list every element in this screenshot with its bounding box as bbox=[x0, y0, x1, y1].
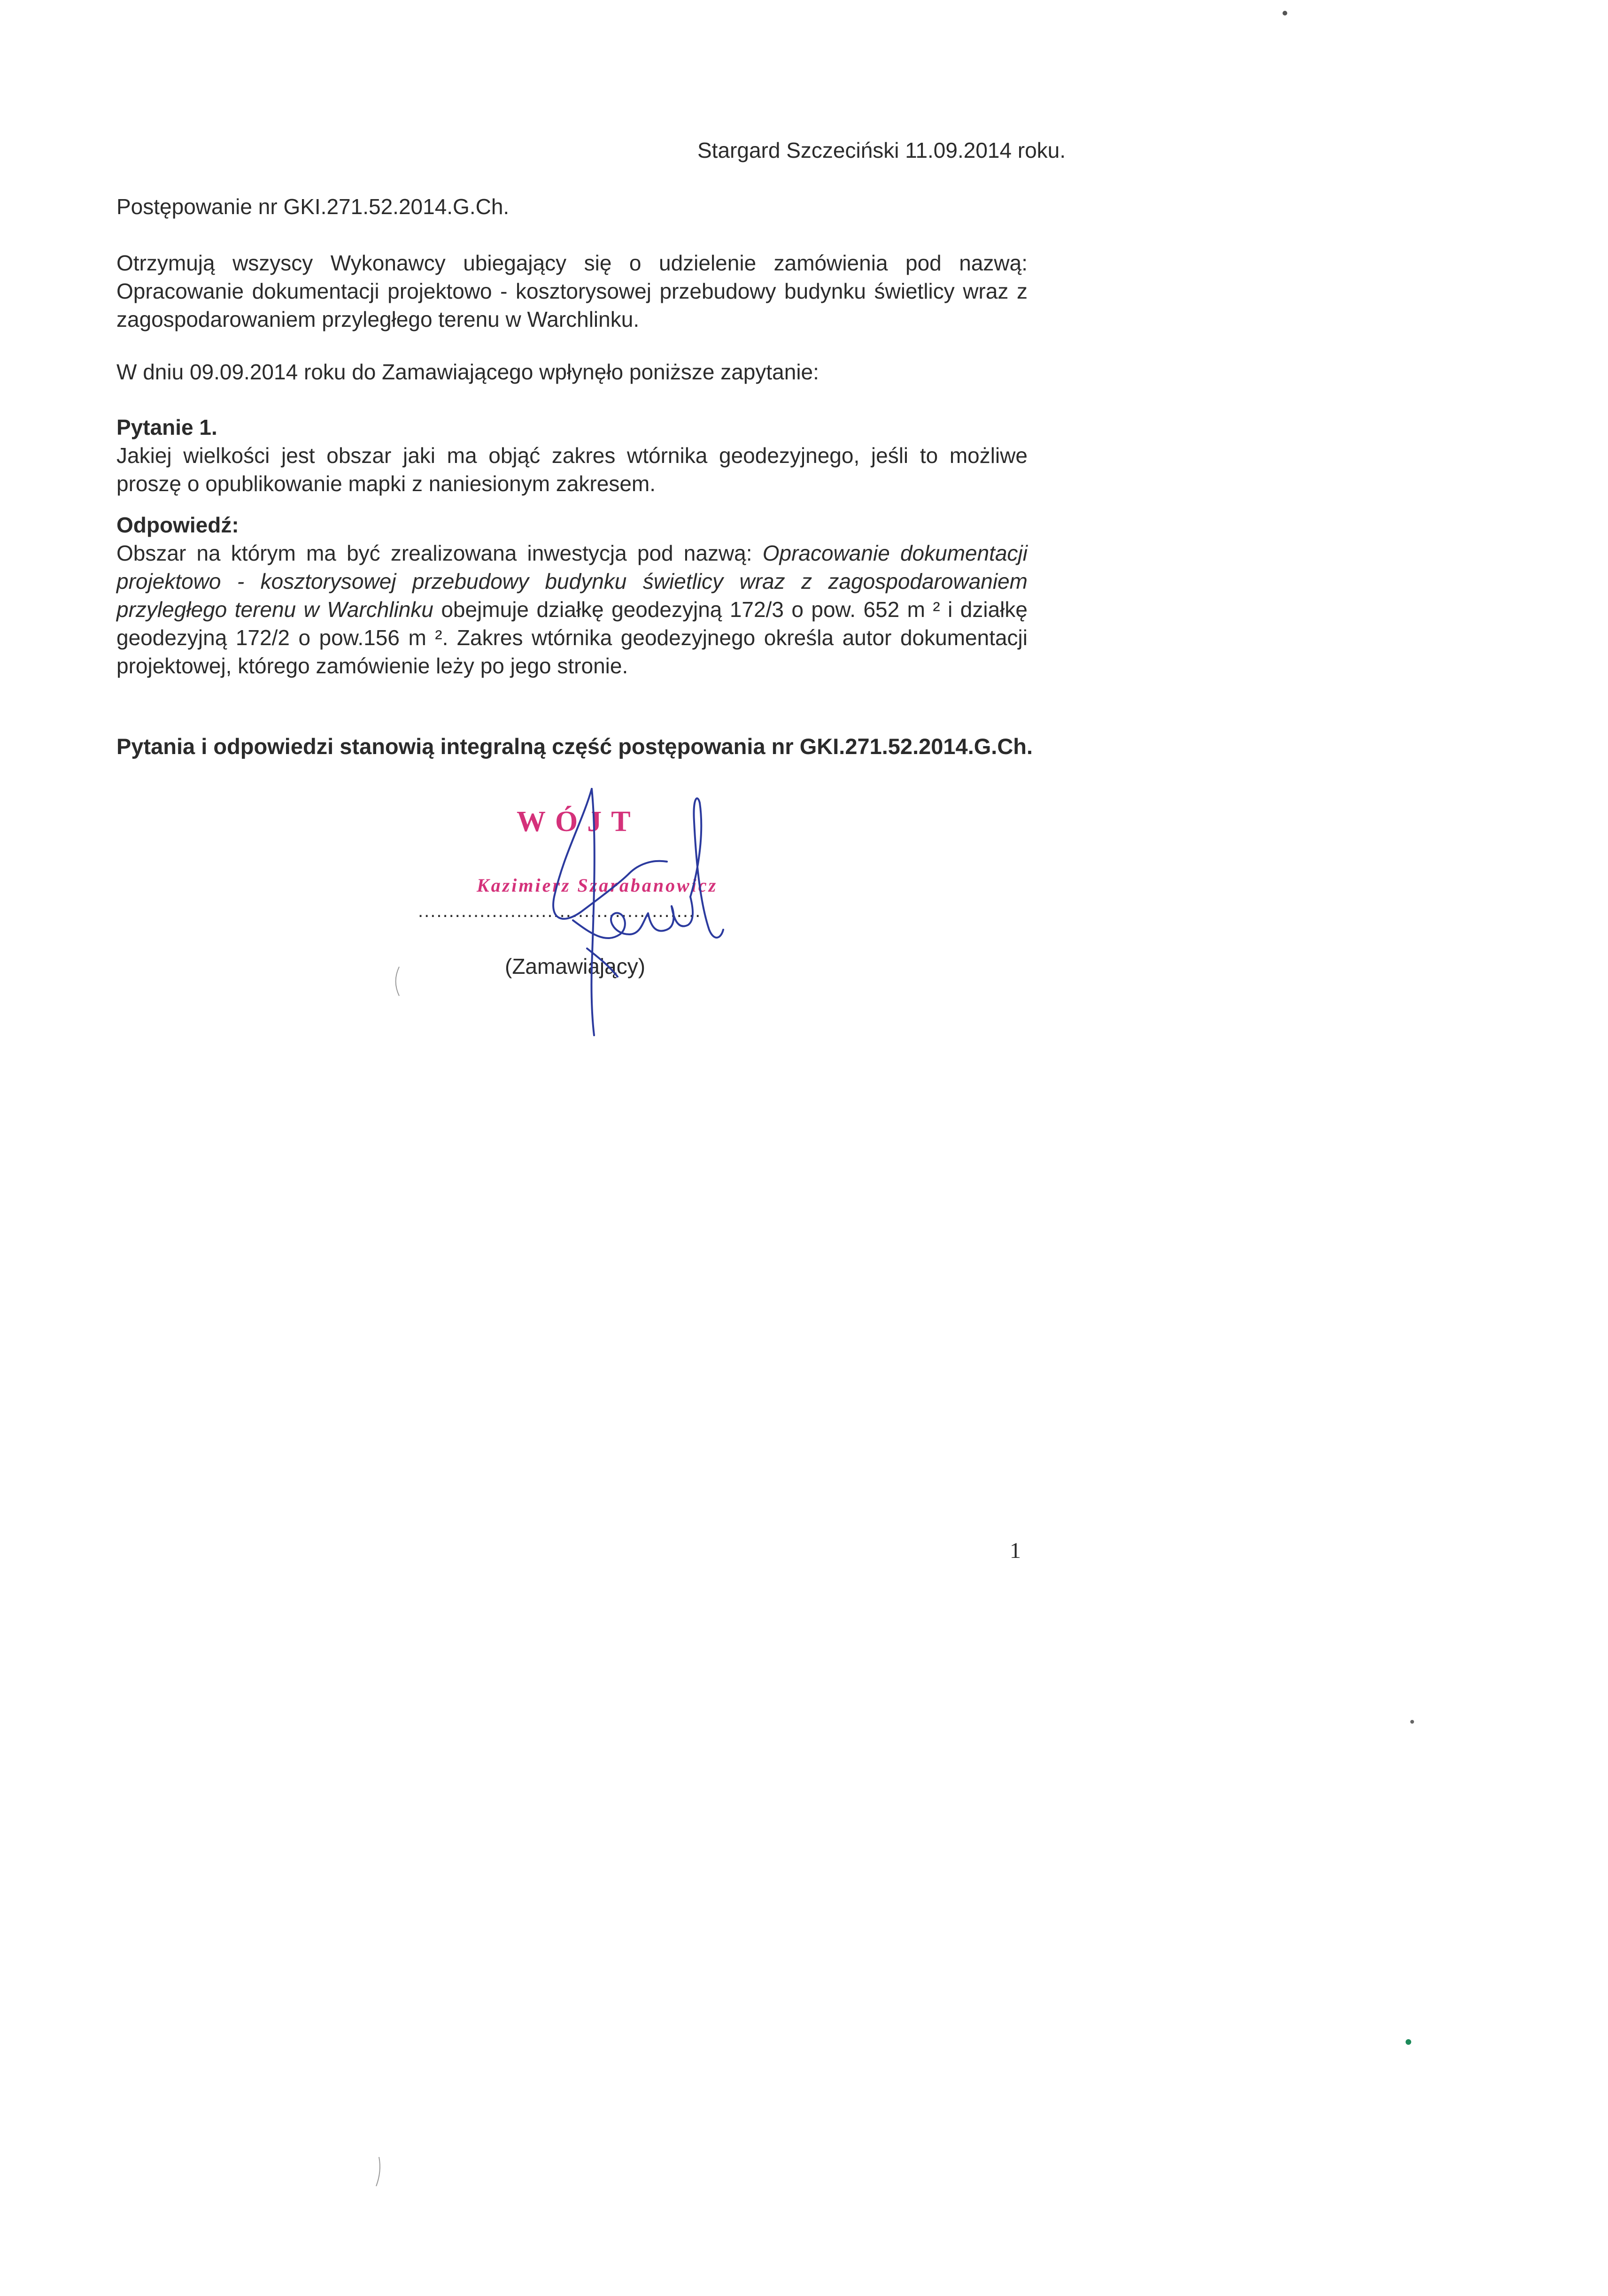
scan-speck-mark bbox=[1409, 1718, 1415, 1725]
question-block bbox=[116, 413, 1028, 498]
answer-text bbox=[116, 539, 1028, 680]
scan-paren-mark bbox=[373, 2155, 383, 2188]
place-date: Stargard Szczeciński 11.09.2014 roku. bbox=[697, 138, 1066, 162]
page-number: 1 bbox=[1010, 1538, 1021, 1563]
signature-caption: (Zamawiający) bbox=[505, 954, 646, 978]
scan-speck-mark bbox=[1281, 9, 1289, 17]
answer-text-intro: Obszar na którym ma być zrealizowana inwestycja pod nazwą: bbox=[116, 541, 763, 565]
answer-text-details: obejmuje działkę geodezyjną 172/3 o pow. 652 m ² i działkę geodezyjną 172/2 o pow.156 m ². Zakres wtórnika geodezyjnego określa autor dokumentacji projektowej, którego zamówienie leży po jego stronie. bbox=[116, 597, 1028, 678]
stamp-name: Kazimierz Szarabanowicz bbox=[477, 875, 718, 896]
answer-heading: Odpowiedź: bbox=[116, 513, 239, 537]
recipients-paragraph: Otrzymują wszyscy Wykonawcy ubiegający się o udzielenie zamówienia pod nazwą: Opracowanie dokumentacji projektowo - kosztorysowej przebudowy budynku świetlicy wraz z zagospodarowaniem przyległego terenu w Warchlinku. bbox=[116, 251, 1028, 331]
answer-project-title: Opracowanie dokumentacji projektowo - kosztorysowej przebudowy budynku świetlicy wraz z zagospodarowaniem przyległego terenu w Warchlinku bbox=[116, 541, 1028, 622]
closing-statement: Pytania i odpowiedzi stanowią integralną część postępowania nr GKI.271.52.2014.G.Ch. bbox=[116, 734, 1033, 759]
question-heading: Pytanie 1. bbox=[116, 415, 217, 439]
answer-block bbox=[116, 511, 1028, 680]
scan-paren-mark bbox=[392, 965, 402, 998]
handwritten-signature bbox=[512, 779, 737, 1042]
question-text: Jakiej wielkości jest obszar jaki ma objąć zakres wtórnika geodezyjnego, jeśli to możliwe proszę o opublikowanie mapki z naniesionym zakresem. bbox=[116, 443, 1028, 496]
scan-speck-mark bbox=[1404, 2038, 1413, 2046]
case-number: Postępowanie nr GKI.271.52.2014.G.Ch. bbox=[116, 194, 510, 219]
intro-paragraph: W dniu 09.09.2014 roku do Zamawiającego wpłynęło poniższe zapytanie: bbox=[116, 360, 819, 384]
stamp-title: WÓJT bbox=[517, 806, 640, 838]
signature-line: .............................................. bbox=[418, 901, 702, 921]
